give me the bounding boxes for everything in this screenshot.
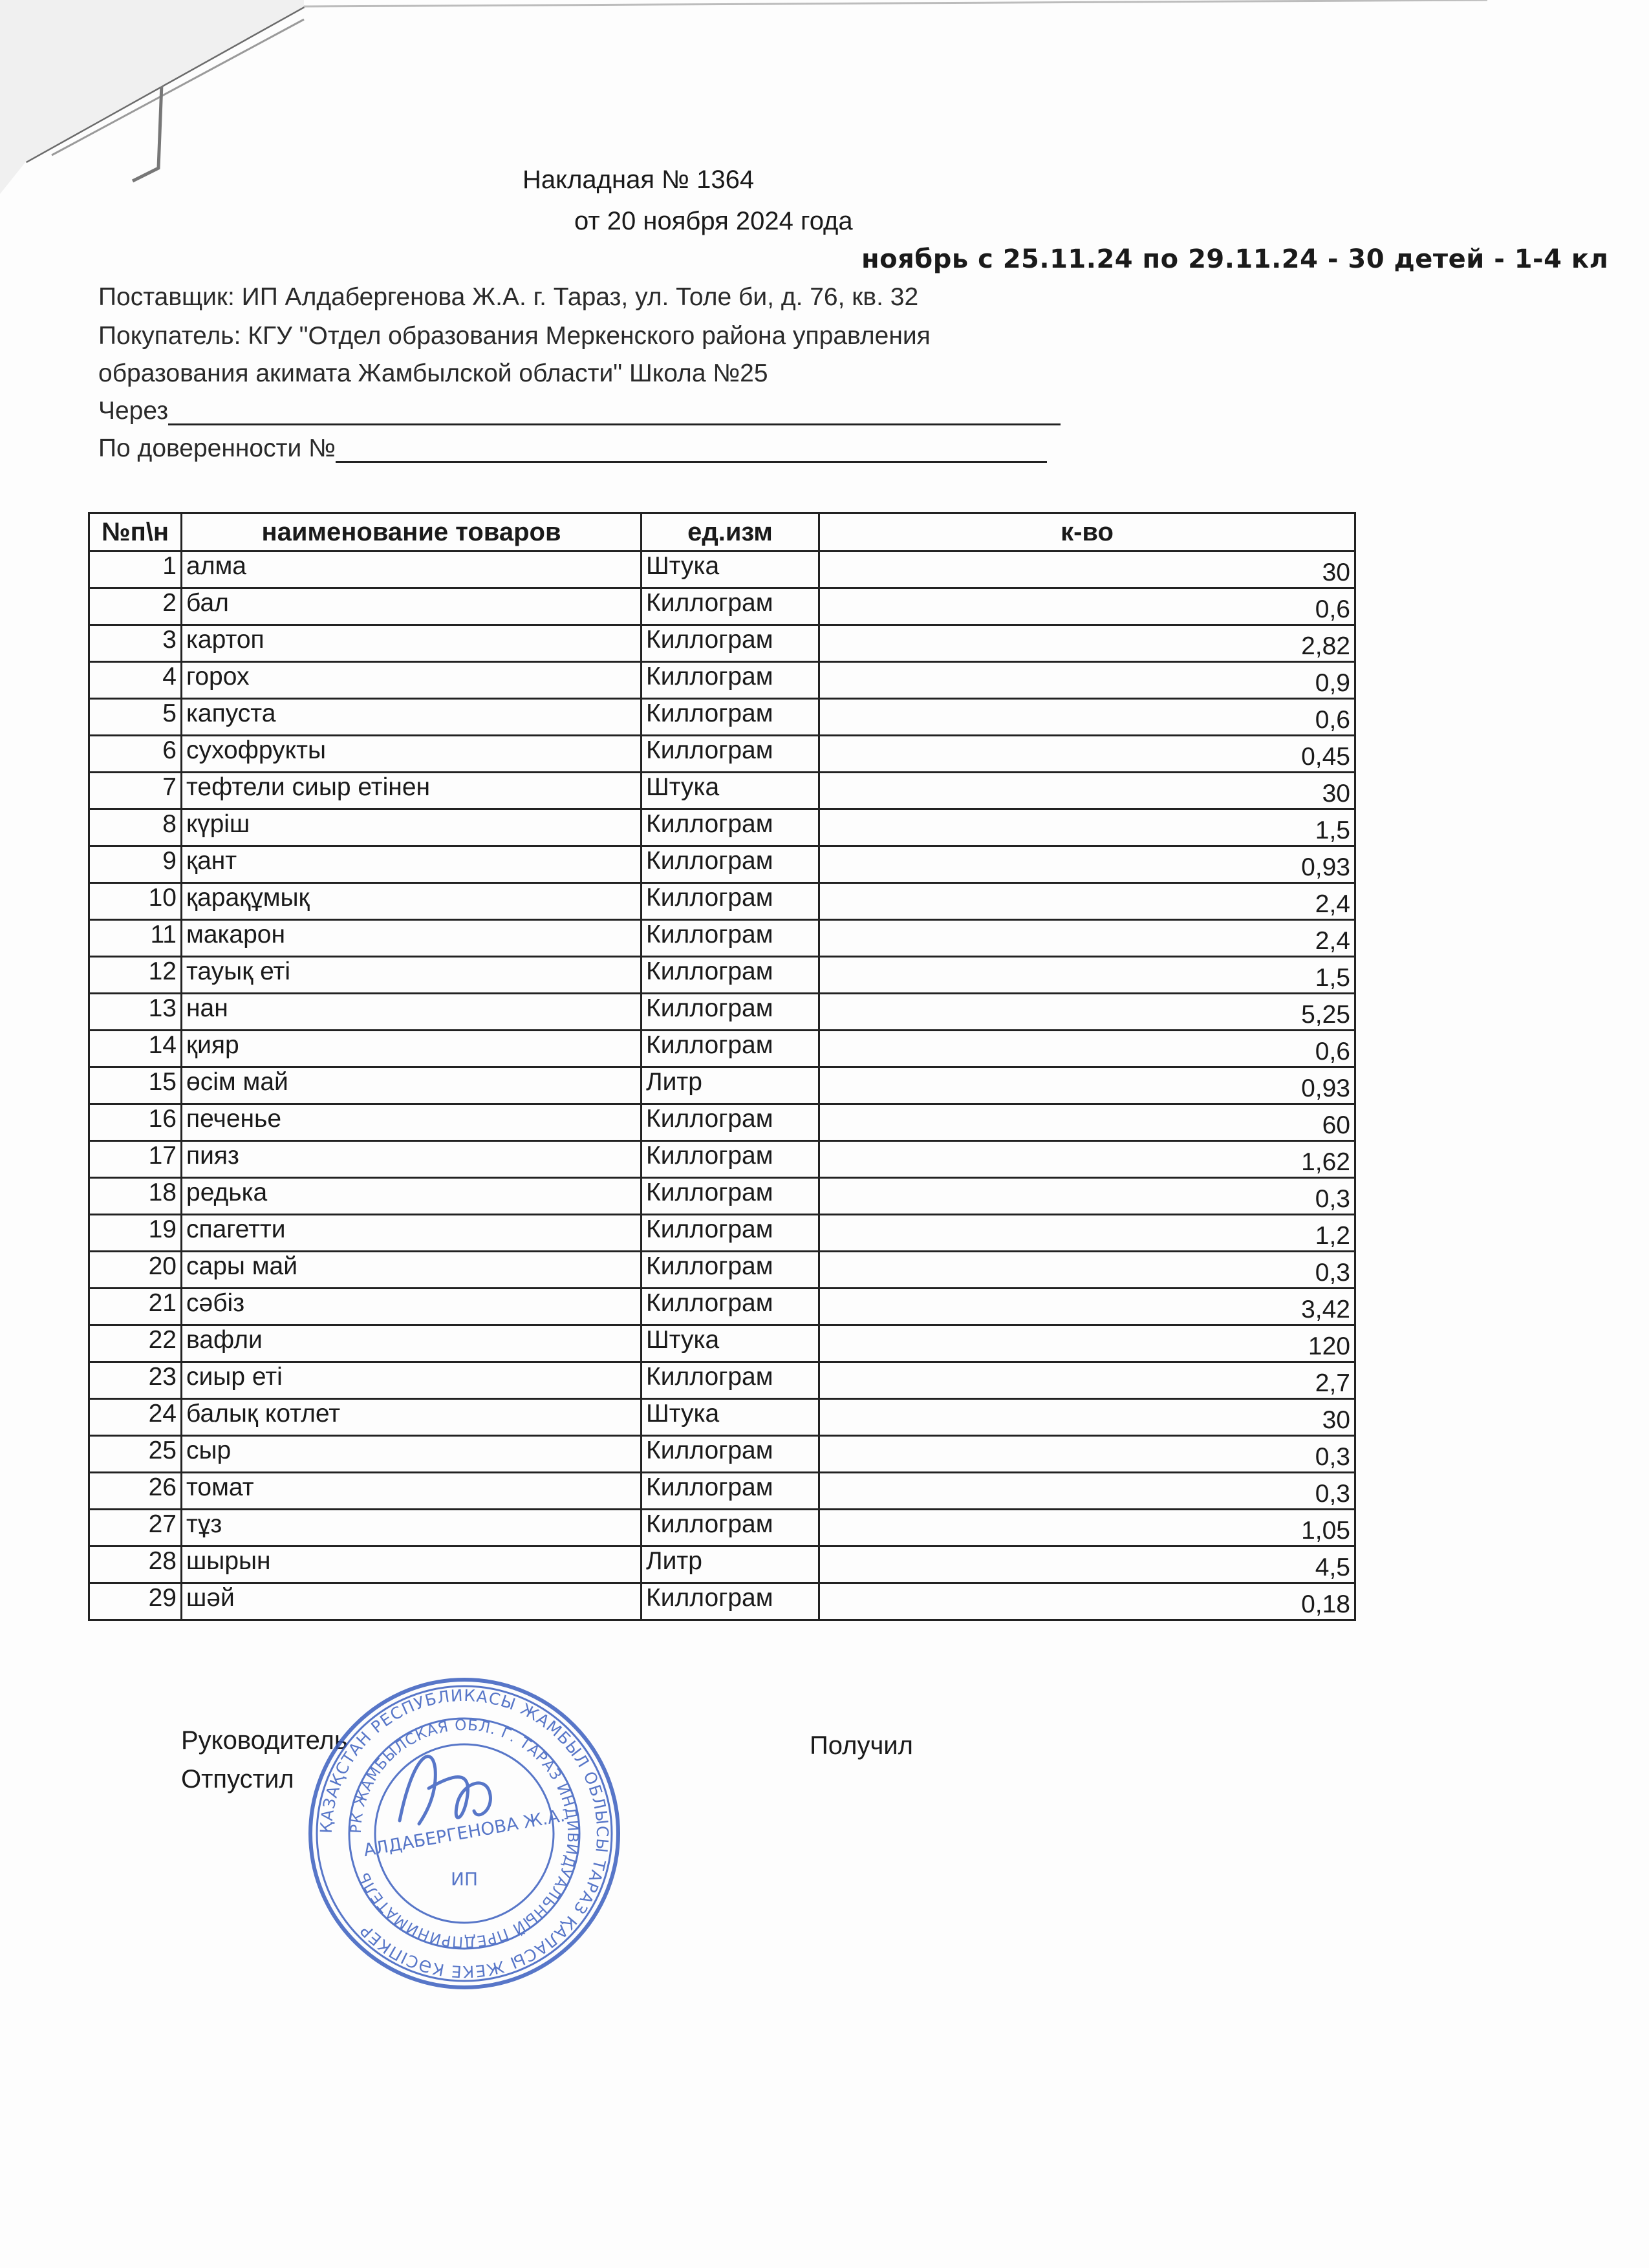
header-name: наименование товаров (182, 513, 641, 551)
table-row (89, 588, 1355, 625)
table-row (89, 1325, 1355, 1362)
row-unit: Киллограм (641, 699, 819, 736)
row-item-name: тауық еті (182, 957, 641, 994)
row-unit: Киллограм (641, 1362, 819, 1399)
table-row (89, 1104, 1355, 1141)
row-quantity: 0,3 (819, 1436, 1355, 1473)
table-row (89, 1289, 1355, 1325)
row-quantity: 0,6 (819, 588, 1355, 625)
row-number: 8 (89, 809, 182, 846)
row-item-name: бал (182, 588, 641, 625)
table-row (89, 662, 1355, 699)
proxy-label: По доверенности № (98, 434, 336, 462)
row-item-name: тұз (182, 1510, 641, 1546)
row-unit: Киллограм (641, 1252, 819, 1289)
row-number: 29 (89, 1583, 182, 1620)
table-row (89, 1473, 1355, 1510)
row-number: 16 (89, 1104, 182, 1141)
row-number: 10 (89, 883, 182, 920)
stamp-name: АЛДАБЕРГЕНОВА Ж.А. (361, 1805, 566, 1861)
proxy-blank-line (336, 439, 1047, 463)
row-unit: Киллограм (641, 1141, 819, 1178)
row-quantity: 2,7 (819, 1362, 1355, 1399)
row-unit: Киллограм (641, 994, 819, 1031)
table-row (89, 773, 1355, 809)
row-quantity: 2,4 (819, 883, 1355, 920)
signature-released-label: Отпустил (181, 1765, 294, 1793)
row-number: 17 (89, 1141, 182, 1178)
row-unit: Киллограм (641, 920, 819, 957)
row-quantity: 0,3 (819, 1473, 1355, 1510)
row-number: 15 (89, 1067, 182, 1104)
row-item-name: қант (182, 846, 641, 883)
invoice-date: от 20 ноября 2024 года (574, 207, 853, 235)
row-number: 28 (89, 1546, 182, 1583)
row-unit: Киллограм (641, 846, 819, 883)
row-quantity: 0,3 (819, 1252, 1355, 1289)
table-row (89, 625, 1355, 662)
row-number: 1 (89, 551, 182, 588)
via-field (98, 397, 1061, 425)
row-item-name: вафли (182, 1325, 641, 1362)
seal-stamp (303, 1672, 626, 1995)
row-item-name: алма (182, 551, 641, 588)
row-unit: Штука (641, 1325, 819, 1362)
row-unit: Киллограм (641, 1473, 819, 1510)
row-quantity: 5,25 (819, 994, 1355, 1031)
signature-received-label: Получил (810, 1731, 913, 1760)
row-quantity: 0,6 (819, 1031, 1355, 1067)
table-row (89, 551, 1355, 588)
table-row (89, 1031, 1355, 1067)
row-quantity: 2,82 (819, 625, 1355, 662)
row-quantity: 1,2 (819, 1215, 1355, 1252)
header-quantity: к-во (819, 513, 1355, 551)
row-unit: Киллограм (641, 1289, 819, 1325)
row-number: 2 (89, 588, 182, 625)
row-quantity: 1,5 (819, 809, 1355, 846)
row-unit: Киллограм (641, 588, 819, 625)
stamp-outer-text: ҚАЗАҚСТАН РЕСПУБЛИКАСЫ ЖАМБЫЛ ОБЛЫСЫ ТАРАЗ ҚАЛАСЫ ЖЕКЕ КӘСІПКЕР (316, 1685, 612, 1982)
row-item-name: сары май (182, 1252, 641, 1289)
row-number: 19 (89, 1215, 182, 1252)
row-item-name: пияз (182, 1141, 641, 1178)
row-number: 5 (89, 699, 182, 736)
header-unit: ед.изм (641, 513, 819, 551)
row-item-name: қияр (182, 1031, 641, 1067)
row-item-name: күріш (182, 809, 641, 846)
row-unit: Киллограм (641, 1215, 819, 1252)
table-row (89, 1399, 1355, 1436)
table-row (89, 1252, 1355, 1289)
row-number: 11 (89, 920, 182, 957)
row-quantity: 30 (819, 551, 1355, 588)
table-row (89, 699, 1355, 736)
table-row (89, 1546, 1355, 1583)
signature-head-label: Руководитель (181, 1726, 348, 1755)
row-quantity: 1,05 (819, 1510, 1355, 1546)
table-row (89, 846, 1355, 883)
row-unit: Киллограм (641, 809, 819, 846)
row-quantity: 1,5 (819, 957, 1355, 994)
row-item-name: печенье (182, 1104, 641, 1141)
via-label: Через (98, 397, 169, 425)
stamp-inner-text: РК ЖАМБЫЛСКАЯ ОБЛ. Г. ТАРАЗ ИНДИВИДУАЛЬНЫЙ ПРЕДПРИНИМАТЕЛЬ (347, 1717, 581, 1951)
table-row (89, 994, 1355, 1031)
row-number: 4 (89, 662, 182, 699)
row-unit: Киллограм (641, 736, 819, 773)
row-item-name: сиыр еті (182, 1362, 641, 1399)
row-number: 3 (89, 625, 182, 662)
row-number: 27 (89, 1510, 182, 1546)
supplier-line: Поставщик: ИП Алдабергенова Ж.А. г. Тараз, ул. Толе би, д. 76, кв. 32 (98, 283, 919, 311)
row-number: 24 (89, 1399, 182, 1436)
row-quantity: 0,45 (819, 736, 1355, 773)
table-row (89, 1362, 1355, 1399)
row-item-name: капуста (182, 699, 641, 736)
row-number: 9 (89, 846, 182, 883)
row-item-name: томат (182, 1473, 641, 1510)
row-item-name: балық котлет (182, 1399, 641, 1436)
row-unit: Киллограм (641, 1178, 819, 1215)
row-quantity: 0,93 (819, 1067, 1355, 1104)
row-unit: Киллограм (641, 1104, 819, 1141)
row-number: 6 (89, 736, 182, 773)
proxy-field (98, 434, 1047, 463)
table-row (89, 883, 1355, 920)
row-number: 12 (89, 957, 182, 994)
buyer-line-2: образования акимата Жамбылской области" Школа №25 (98, 359, 768, 387)
row-unit: Литр (641, 1067, 819, 1104)
table-row (89, 809, 1355, 846)
table-row (89, 957, 1355, 994)
row-item-name: картоп (182, 625, 641, 662)
row-number: 7 (89, 773, 182, 809)
row-quantity: 0,18 (819, 1583, 1355, 1620)
row-unit: Литр (641, 1546, 819, 1583)
table-row (89, 1215, 1355, 1252)
table-row (89, 1178, 1355, 1215)
handwritten-signature (400, 1757, 490, 1824)
table-row (89, 1141, 1355, 1178)
row-unit: Киллограм (641, 1031, 819, 1067)
row-quantity: 30 (819, 1399, 1355, 1436)
row-unit: Штука (641, 551, 819, 588)
row-number: 20 (89, 1252, 182, 1289)
row-unit: Киллограм (641, 662, 819, 699)
row-unit: Киллограм (641, 1510, 819, 1546)
row-quantity: 60 (819, 1104, 1355, 1141)
row-item-name: қарақұмық (182, 883, 641, 920)
row-unit: Штука (641, 1399, 819, 1436)
delivery-period: ноябрь с 25.11.24 по 29.11.24 - 30 детей - 1-4 кл (861, 244, 1609, 274)
header-number: №п\н (89, 513, 182, 551)
buyer-line-1: Покупатель: КГУ "Отдел образования Меркенского района управления (98, 322, 931, 350)
row-quantity: 30 (819, 773, 1355, 809)
row-quantity: 0,9 (819, 662, 1355, 699)
table-body (89, 551, 1355, 1620)
row-quantity: 0,93 (819, 846, 1355, 883)
table-header-row (89, 513, 1355, 551)
row-unit: Киллограм (641, 957, 819, 994)
row-item-name: редька (182, 1178, 641, 1215)
row-quantity: 0,3 (819, 1178, 1355, 1215)
row-number: 14 (89, 1031, 182, 1067)
row-item-name: шырын (182, 1546, 641, 1583)
row-quantity: 2,4 (819, 920, 1355, 957)
row-unit: Киллограм (641, 1436, 819, 1473)
row-number: 23 (89, 1362, 182, 1399)
table-row (89, 1067, 1355, 1104)
row-quantity: 0,6 (819, 699, 1355, 736)
table-row (89, 1436, 1355, 1473)
row-quantity: 1,62 (819, 1141, 1355, 1178)
row-number: 26 (89, 1473, 182, 1510)
row-number: 18 (89, 1178, 182, 1215)
row-item-name: өсім май (182, 1067, 641, 1104)
table-row (89, 1510, 1355, 1546)
table-row (89, 736, 1355, 773)
row-item-name: горох (182, 662, 641, 699)
row-quantity: 3,42 (819, 1289, 1355, 1325)
row-item-name: нан (182, 994, 641, 1031)
row-unit: Штука (641, 773, 819, 809)
row-item-name: сәбіз (182, 1289, 641, 1325)
row-item-name: сыр (182, 1436, 641, 1473)
row-unit: Киллограм (641, 625, 819, 662)
row-number: 25 (89, 1436, 182, 1473)
goods-table (88, 512, 1356, 1621)
row-item-name: сухофрукты (182, 736, 641, 773)
row-item-name: шәй (182, 1583, 641, 1620)
stamp-abbr: ИП (451, 1868, 478, 1890)
row-number: 22 (89, 1325, 182, 1362)
row-item-name: спагетти (182, 1215, 641, 1252)
table-row (89, 1583, 1355, 1620)
invoice-title: Накладная № 1364 (523, 166, 755, 194)
row-quantity: 4,5 (819, 1546, 1355, 1583)
row-item-name: макарон (182, 920, 641, 957)
row-unit: Киллограм (641, 1583, 819, 1620)
row-number: 21 (89, 1289, 182, 1325)
row-unit: Киллограм (641, 883, 819, 920)
row-number: 13 (89, 994, 182, 1031)
row-item-name: тефтели сиыр етінен (182, 773, 641, 809)
row-quantity: 120 (819, 1325, 1355, 1362)
via-blank-line (168, 401, 1061, 425)
table-row (89, 920, 1355, 957)
